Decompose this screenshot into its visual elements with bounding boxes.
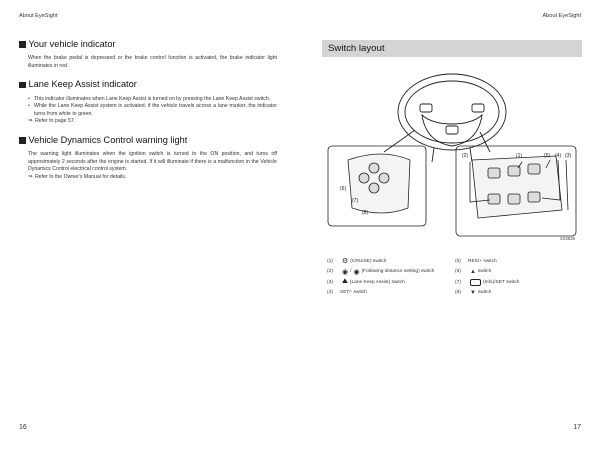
callout-8: (8) [362, 210, 369, 216]
legend-item-1: (1) ⚙ (CRUISE) switch [327, 258, 387, 266]
section-title-vdc-warning: Vehicle Dynamics Control warning light [19, 136, 277, 145]
section-body-lane-keep [19, 96, 277, 126]
right-switch-inset [456, 146, 576, 236]
left-column [19, 40, 277, 192]
callout-5: (5) [544, 153, 551, 159]
down-triangle-icon: ▼ [470, 289, 476, 296]
distance-icon: ◉ [342, 268, 349, 276]
square-bullet-icon [19, 41, 26, 48]
page-number-right: 17 [573, 424, 581, 431]
steering-wheel-rim [398, 74, 506, 150]
callout-1: (1) [516, 153, 523, 159]
reference-arrow-icon: ⇒ [28, 173, 33, 180]
up-triangle-icon: ▲ [470, 268, 476, 275]
switch-layout-heading: Switch layout [322, 40, 582, 57]
manual-reference: ⇒ Refer to the Owner's Manual for details. [28, 173, 127, 180]
callout-7: (7) [352, 198, 359, 204]
legend-item-8: (8) ▼ switch [455, 289, 492, 296]
section-body-vehicle-indicator: When the brake pedal is depressed or the brake control function is activated, the brake indicator light illuminates in red. [28, 55, 277, 69]
page-reference[interactable]: ⇒ Refer to page 57. [28, 118, 76, 125]
legend-item-6: (6) ▲ switch [455, 268, 492, 275]
legend-item-4: (4) SET/- switch [327, 290, 367, 296]
legend-item-2: (2) ◉ / ◉ (Following distance setting) switch [327, 268, 435, 276]
running-header-right: About EyeSight [542, 13, 581, 19]
square-bullet-icon [19, 137, 26, 144]
right-column [322, 40, 582, 57]
legend-row [327, 277, 582, 288]
switch-legend [327, 256, 582, 298]
callout-2: (2) [462, 153, 469, 159]
section-body-vdc-warning: The warning light illuminates when the ignition switch is turned to the ON position, and turns off approximately 2 seconds after the engine is started. If it will illuminate if there is a malfunction in the Vehicle Dynamics Control electrical control system. ⇒ Refer to the Owner's Manual for details. [28, 151, 277, 180]
steering-emblem [446, 126, 458, 134]
cruise-icon: ⚙ [342, 258, 349, 266]
legend-row [327, 256, 582, 267]
reference-arrow-icon: ⇒ [28, 118, 33, 125]
callout-4: (4) [555, 153, 562, 159]
legend-row [327, 267, 582, 278]
steering-wheel-figure [322, 60, 582, 245]
section-title-vehicle-indicator: Your vehicle indicator [19, 40, 277, 49]
lane-keep-icon: ⛰ [342, 278, 348, 286]
section-title-lane-keep: Lane Keep Assist indicator [19, 80, 277, 89]
bullet-item: • This indicator illuminates when Lane Keep Assist is turned on by pressing the Lane Keep Assist switch. [28, 96, 277, 104]
info-icon [470, 279, 481, 286]
legend-row [327, 288, 582, 299]
legend-item-3: (3) ⛰ (Lane Keep Assist) switch [327, 278, 405, 286]
running-header-left: About EyeSight [19, 13, 58, 19]
page-number-left: 16 [19, 424, 27, 431]
square-bullet-icon [19, 82, 26, 89]
figure-code: SS2835 [560, 236, 575, 241]
distance-icon: ◉ [353, 268, 360, 276]
legend-item-7: (7) (Info)/SET switch [455, 279, 520, 285]
bullet-item: • While the Lane Keep Assist system is activated, if the vehicle travels across a lane marker, the indicator turns from white to green. [28, 103, 277, 118]
callout-6: (6) [340, 186, 347, 192]
legend-item-5: (5) RES/+ switch [455, 258, 497, 264]
callout-3: (3) [565, 153, 572, 159]
